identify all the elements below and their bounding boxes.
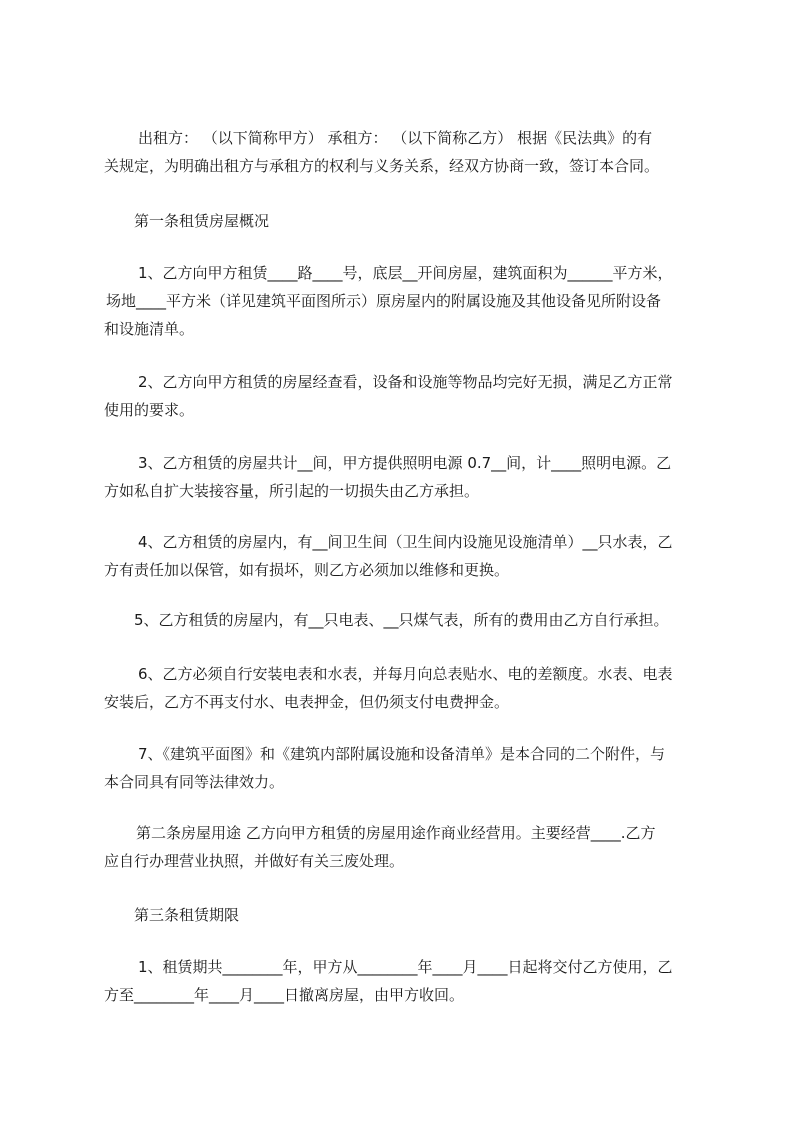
- article-1-title: 第一条租赁房屋概况: [134, 212, 270, 230]
- item-3-line-1: 3、乙方租赁的房屋共计__间，甲方提供照明电源 0.7__间，计____照明电源。乙: [138, 454, 672, 472]
- item-1-line-3: 和设施清单。: [104, 320, 195, 338]
- article-2-line-2: 应自行办理营业执照，并做好有关三废处理。: [104, 852, 405, 870]
- article-1-item-4: [104, 528, 704, 584]
- intro-line-2: 关规定，为明确出租方与承租方的权利与义务关系，经双方协商一致，签订本合同。: [104, 157, 660, 175]
- item-5-line-1: 5、乙方租赁的房屋内，有__只电表、__只煤气表，所有的费用由乙方自行承担。: [134, 611, 669, 629]
- item-2-line-2: 使用的要求。: [104, 401, 195, 419]
- article-1-item-6: [104, 660, 704, 716]
- article-3-item-1-line-2: 方至________年____月____日撤离房屋，由甲方收回。: [104, 986, 465, 1004]
- item-7-line-2: 本合同具有同等法律效力。: [104, 773, 285, 791]
- article-1-item-1: [104, 259, 704, 343]
- article-3-item-1: [104, 953, 704, 1009]
- item-1-line-1: 1、乙方向甲方租赁____路____号，底层__开间房屋，建筑面积为______平方米，: [138, 264, 673, 282]
- item-6-line-2: 安装后，乙方不再支付水、电表押金，但仍须支付电费押金。: [104, 693, 510, 711]
- article-1-item-3: [104, 449, 704, 505]
- article-3-title: 第三条租赁期限: [134, 906, 240, 924]
- item-7-line-1: 7、《建筑平面图》和《建筑内部附属设施和设备清单》是本合同的二个附件，与: [138, 745, 666, 763]
- item-1-line-2: 场地____平方米（详见建筑平面图所示）原房屋内的附属设施及其他设备见所附设备: [106, 292, 662, 310]
- item-6-line-1: 6、乙方必须自行安装电表和水表，并每月向总表贴水、电的差额度。水表、电表: [138, 665, 673, 683]
- article-2-paragraph: [104, 819, 704, 875]
- item-4-line-2: 方有责任加以保管，如有损坏，则乙方必须加以维修和更换。: [104, 561, 510, 579]
- intro-line-1: 出租方： （以下简称甲方） 承租方： （以下简称乙方） 根据《民法典》的有: [138, 129, 653, 147]
- item-2-line-1: 2、乙方向甲方租赁的房屋经查看，设备和设施等物品均完好无损，满足乙方正常: [138, 373, 673, 391]
- item-3-line-2: 方如私自扩大装接容量，所引起的一切损失由乙方承担。: [104, 482, 480, 500]
- article-3-item-1-line-1: 1、租赁期共________年，甲方从________年____月____日起将交付乙方使用，乙: [138, 958, 673, 976]
- intro-paragraph: [104, 124, 704, 180]
- article-1-item-2: [104, 368, 704, 424]
- article-1-item-7: [104, 740, 704, 796]
- article-1-item-5: [104, 606, 704, 634]
- article-2-line-1: 第二条房屋用途 乙方向甲方租赁的房屋用途作商业经营用。主要经营____.乙方: [136, 824, 656, 842]
- item-4-line-1: 4、乙方租赁的房屋内，有__间卫生间（卫生间内设施见设施清单）__只水表，乙: [138, 533, 673, 551]
